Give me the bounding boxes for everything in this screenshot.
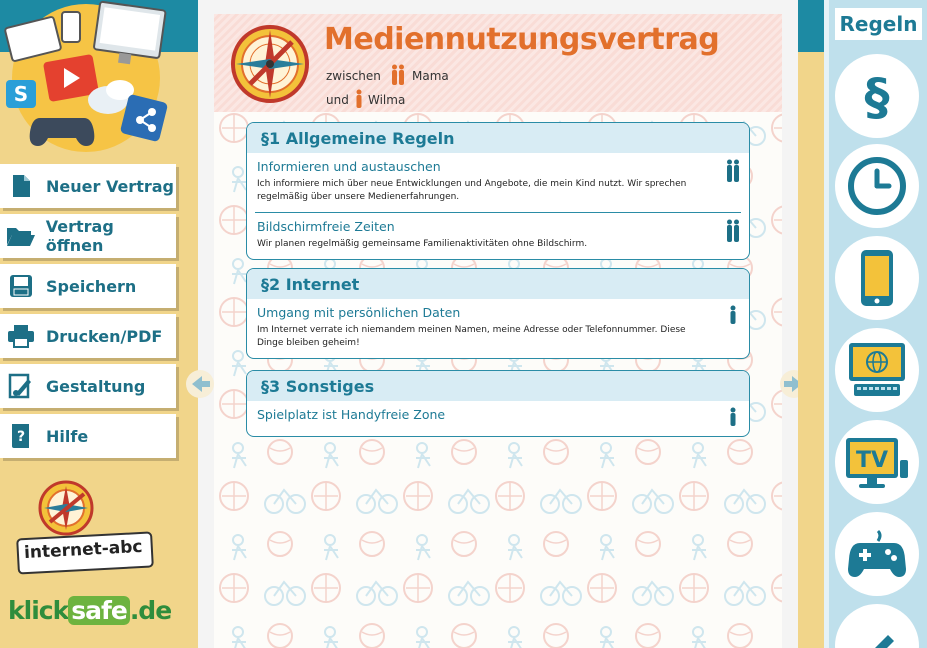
between-label: zwischen: [326, 69, 381, 83]
menu-item-label: Drucken/PDF: [46, 326, 163, 346]
menu-print-pdf[interactable]: [0, 314, 176, 358]
rule-category-general[interactable]: [835, 54, 919, 138]
contract-parties: [326, 64, 449, 112]
contract-page: [214, 14, 782, 648]
compass-logo-icon: [230, 24, 310, 104]
document-area: [198, 0, 823, 648]
rules-panel-title: Regeln: [835, 8, 922, 40]
single-person-icon: [729, 305, 737, 329]
internet-abc-logo[interactable]: [14, 478, 154, 578]
menu-item-label: Neuer Vertrag: [46, 176, 174, 196]
main-menu: [0, 164, 198, 464]
prev-page-arrow[interactable]: [186, 370, 214, 398]
rule-text: Im Internet verrate ich niemandem meinen Namen, meine Adresse oder Telefonnummer. Diese Dinge bleiben geheim!: [257, 325, 686, 348]
computer-internet-icon: [848, 342, 906, 398]
menu-new-contract[interactable]: [0, 164, 176, 208]
menu-save[interactable]: [0, 264, 176, 308]
party-parent: [326, 64, 449, 88]
rule-text: Wir planen regelmäßig gemeinsame Familienaktivitäten ohne Bildschirm.: [257, 239, 588, 249]
menu-help[interactable]: [0, 414, 176, 458]
single-person-icon: [729, 407, 737, 431]
svg-text:S: S: [13, 82, 29, 106]
menu-item-label: Hilfe: [46, 426, 89, 446]
right-gap: [798, 0, 824, 648]
contract-header: [214, 14, 782, 112]
rule-entry[interactable]: [247, 153, 749, 212]
rule-title: Umgang mit persönlichen Daten: [257, 305, 461, 320]
section-heading: §3 Sonstiges: [247, 371, 749, 401]
parent-name: Mama: [412, 69, 449, 83]
menu-item-label: Gestaltung: [46, 376, 146, 396]
section-general-rules[interactable]: [246, 122, 750, 260]
folder-open-icon: [4, 219, 38, 253]
rule-entry[interactable]: [247, 299, 749, 358]
left-sidebar: [0, 0, 198, 648]
party-child: [326, 88, 449, 112]
section-heading: §2 Internet: [247, 269, 749, 299]
help-book-icon: [4, 419, 38, 453]
new-document-icon: [4, 169, 38, 203]
two-persons-icon: [725, 219, 741, 247]
arrow-left-icon: [186, 370, 214, 398]
menu-item-label: Speichern: [46, 276, 137, 296]
save-icon: [4, 269, 38, 303]
rule-category-time[interactable]: [835, 144, 919, 228]
clock-icon: [847, 156, 907, 216]
tv-icon: [845, 434, 909, 490]
rule-category-smartphone[interactable]: [835, 236, 919, 320]
rule-title: Informieren und austauschen: [257, 159, 441, 174]
svg-text:§: §: [864, 68, 890, 124]
klicksafe-logo[interactable]: [8, 596, 171, 636]
section-misc[interactable]: [246, 370, 750, 437]
rule-title: Spielplatz ist Handyfreie Zone: [257, 407, 446, 422]
pencil-icon: [852, 621, 902, 648]
rule-category-games[interactable]: [835, 512, 919, 596]
section-internet[interactable]: [246, 268, 750, 359]
rules-panel: [824, 0, 927, 648]
child-name: Wilma: [368, 93, 406, 107]
rule-category-design[interactable]: [835, 604, 919, 648]
rule-entry[interactable]: [247, 401, 749, 436]
rule-category-internet[interactable]: [835, 328, 919, 412]
menu-item-label: Vertrag öffnen: [45, 217, 114, 255]
contract-title: Mediennutzungsvertrag: [324, 22, 720, 57]
gamepad-icon: [848, 529, 906, 579]
smartphone-icon: [860, 249, 894, 307]
rule-text: Ich informiere mich über neue Entwicklungen und Angebote, die mein Kind nutzt. Wir sprechen regelmäßig über unsere Medienerfahrungen.: [257, 179, 687, 202]
parent-person-icon: [390, 64, 406, 89]
klicksafe-safe: safe: [68, 596, 130, 625]
menu-open-contract[interactable]: [0, 214, 176, 258]
menu-design[interactable]: [0, 364, 176, 408]
rule-entry[interactable]: [255, 212, 741, 259]
klicksafe-klick: klick: [8, 596, 69, 625]
internet-abc-wordmark: internet-abc: [23, 536, 143, 564]
rule-title: Bildschirmfreie Zeiten: [257, 219, 395, 234]
paragraph-icon: [857, 68, 897, 124]
printer-icon: [4, 319, 38, 353]
section-heading: §1 Allgemeine Regeln: [247, 123, 749, 153]
klicksafe-de: .de: [129, 596, 172, 625]
design-icon: [4, 369, 38, 403]
svg-text:TV: TV: [855, 448, 889, 473]
right-gap-band: [798, 0, 824, 52]
and-label: und: [326, 93, 349, 107]
child-person-icon: [354, 89, 364, 112]
svg-text:?: ?: [16, 429, 26, 445]
media-collage-illustration: [0, 0, 198, 160]
rule-category-tv[interactable]: [835, 420, 919, 504]
two-persons-icon: [725, 159, 741, 187]
